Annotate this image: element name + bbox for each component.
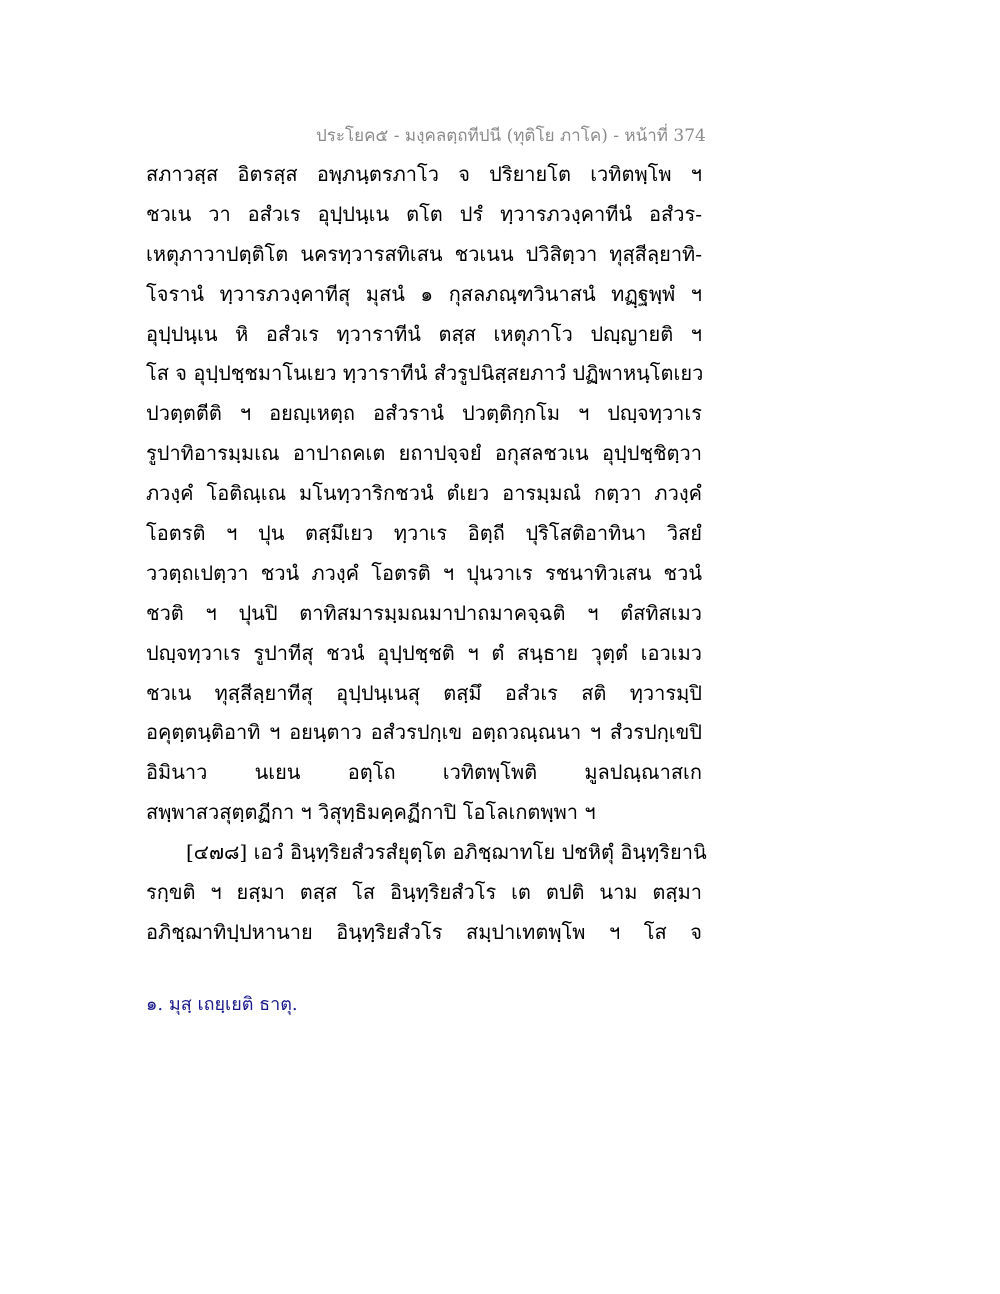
running-header: ประโยค๕ - มงฺคลตฺถทีปนี (ทุติโย ภาโค) - หน้าที่ 374 (316, 126, 706, 146)
text-line: สภาวสฺส อิตรสฺส อพฺภนฺตรภาโว จ ปริยายโต เวทิตพฺโพ ฯ (146, 162, 702, 186)
text-line: รกฺขติ ฯ ยสฺมา ตสฺส โส อินฺทฺริยสํวโร เต ตปติ นาม ตสฺมา (146, 880, 702, 905)
body-text (146, 158, 707, 956)
paragraph-start-line: [๔๗๘] เอวํ อินฺทฺริยสํวรสํยุตฺโต อภิชฺฌาทโย ปชหิตุํ อินฺทฺริยานิ (186, 840, 707, 865)
text-line: อุปฺปนฺเน หิ อสํวเร ทฺวาราทีนํ ตสฺส เหตุภาโว ปญฺญายติ ฯ (146, 321, 702, 346)
text-line: ชวเน วา อสํวเร อุปฺปนฺเน ตโต ปรํ ทฺวารภวงฺคาทีนํ อสํวร- (146, 201, 702, 226)
text-line: โจรานํ ทฺวารภวงฺคาทีสุ มุสนํ ๑ กุสลภณฺฑวินาสนํ ทฏฺฐพฺพํ ฯ (146, 281, 702, 306)
text-line: โอตรติ ฯ ปุน ตสฺมึเยว ทฺวาเร อิตฺถี ปุริโสติอาทินา วิสยํ (146, 521, 702, 546)
text-line: รูปาทิอารมฺมเณ อาปาถคเต ยถาปจฺจยํ อกุสลชวเน อุปฺปชฺชิตฺวา (146, 441, 702, 466)
text-line: อคุตฺตนฺติอาทิ ฯ อยนฺตาว อสํวรปกฺเข อตฺถวณฺณนา ฯ สํวรปกฺเขปิ (146, 720, 702, 745)
text-line: สพฺพาสวสุตฺตฏีกา ฯ วิสุทฺธิมคฺคฏีกาปิ โอโลเกตพฺพา ฯ (146, 800, 596, 825)
text-line: เหตุภาวาปตฺติโต นครทฺวารสทิเสน ชวเนน ปวิสิตฺวา ทุสฺสีลฺยาทิ- (146, 241, 702, 266)
text-line: อภิชฺฌาทิปฺปหานาย อินฺทฺริยสํวโร สมฺปาเทตพฺโพ ฯ โส จ (146, 919, 702, 944)
text-line: ปญฺจทฺวาเร รูปาทีสุ ชวนํ อุปฺปชฺชติ ฯ ตํ สนฺธาย วุตฺตํ เอวเมว (146, 640, 702, 665)
text-line: ปวตฺตตีติ ฯ อยญฺเหตฺถ อสํวรานํ ปวตฺติกฺกโม ฯ ปญฺจทฺวาเร (146, 401, 702, 426)
text-line: ชวเน ทุสฺสีลฺยาทีสุ อุปฺปนฺเนสุ ตสฺมึ อสํวเร สติ ทฺวารมฺปิ (146, 680, 702, 705)
text-line: อิมินาว นเยน อตฺโถ เวทิตพฺโพติ มูลปณฺณาสเก (146, 760, 702, 785)
text-line: ววตฺถเปตฺวา ชวนํ ภวงฺคํ โอตรติ ฯ ปุนวาเร รชนาทิวเสน ชวนํ (146, 560, 702, 585)
footnote: ๑. มุสฺ เถยฺเยติ ธาตุ. (146, 994, 298, 1015)
text-line: ภวงฺคํ โอติณฺเณ มโนทฺวาริกชวนํ ตํเยว อารมฺมณํ กตฺวา ภวงฺคํ (146, 481, 702, 506)
text-line: โส จ อุปฺปชฺชมาโนเยว ทฺวาราทีนํ สํวรูปนิสฺสยภาวํ ปฏิพาหนฺโตเยว (146, 361, 704, 386)
text-line: ชวติ ฯ ปุนปิ ตาทิสมารมฺมณมาปาถมาคจฺฉติ ฯ ตํสทิสเมว (146, 600, 702, 625)
